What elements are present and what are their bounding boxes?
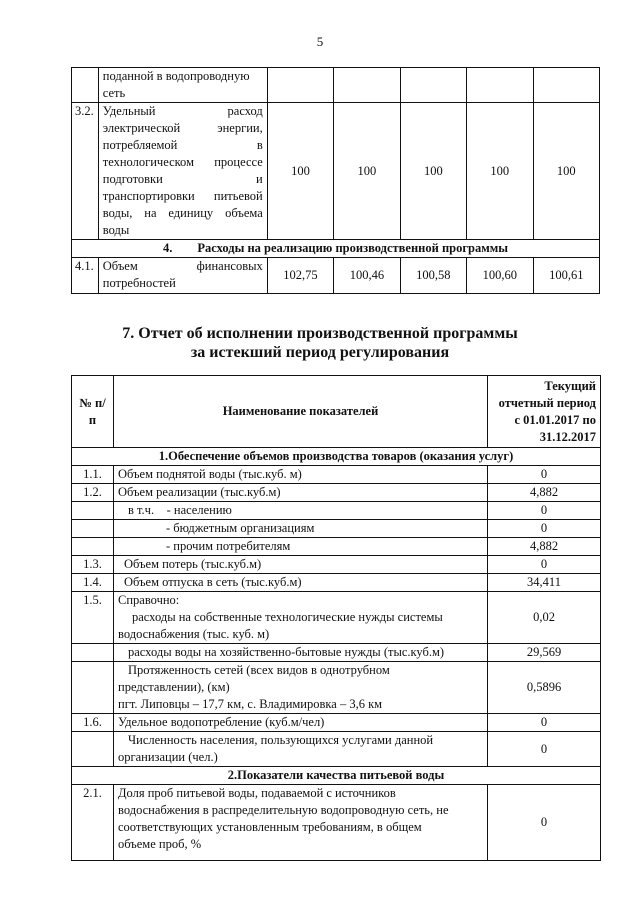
name-line: объеме проб, %: [118, 837, 202, 851]
table-row: [72, 538, 601, 556]
section-title-line: 7. Отчет об исполнении производственной программы: [122, 325, 518, 342]
name-line: воды, на единицу объема: [102, 206, 263, 220]
table-row: [72, 484, 601, 502]
row-number-cell: 3.2.: [72, 103, 99, 240]
section-row: [72, 240, 600, 258]
table-row: [72, 556, 601, 574]
row-number-cell: [72, 68, 99, 103]
name-line: соответствующих установленным требованиям, в общем: [118, 820, 422, 834]
table-row: [72, 502, 601, 520]
table-row: [72, 520, 601, 538]
row-number-cell: 4.1.: [72, 258, 99, 294]
name-line: подготовки и: [102, 172, 263, 186]
row-name-cell: [114, 592, 488, 644]
row-number-cell: [72, 502, 114, 520]
row-name-cell: [98, 258, 267, 294]
header-name: Наименование показателей: [114, 376, 488, 448]
table-row: [72, 103, 600, 240]
value-cell: 34,411: [488, 574, 601, 592]
table-row: [72, 574, 601, 592]
row-number-cell: 2.1.: [72, 785, 114, 861]
header-period-line: отчетный период: [498, 395, 596, 410]
name-line: технологическом процессе: [102, 155, 263, 169]
value-cell: 100,58: [400, 258, 466, 294]
name-line: Объем финансовых: [102, 259, 263, 273]
value-cell: 100: [467, 103, 533, 240]
row-number-cell: [72, 644, 114, 662]
value-cell: 102,75: [267, 258, 333, 294]
header-period-line: Текущий: [544, 378, 596, 393]
row-number-cell: [72, 662, 114, 714]
name-line: воды: [102, 223, 130, 237]
row-name-cell: [114, 662, 488, 714]
name-line: водоснабжения в распределительную водопроводную сеть, не: [118, 803, 449, 817]
name-line: Удельный расход: [102, 104, 263, 118]
section-heading: 2.Показатели качества питьевой воды: [72, 767, 601, 785]
name-line: водоснабжения (тыс. куб. м): [118, 627, 270, 641]
value-cell: 4,882: [488, 538, 601, 556]
value-cell: 100: [533, 103, 600, 240]
table-row: [72, 662, 601, 714]
row-number-cell: 1.3.: [72, 556, 114, 574]
value-cell: 0: [488, 714, 601, 732]
table-row: [72, 785, 601, 861]
page-number: 5: [316, 34, 324, 49]
value-cell: 0,5896: [488, 662, 601, 714]
table-row: [72, 258, 600, 294]
name-line: Доля проб питьевой воды, подаваемой с источников: [118, 786, 396, 800]
row-number-cell: 1.2.: [72, 484, 114, 502]
name-line: Численность населения, пользующихся услугами данной: [128, 733, 434, 747]
table-row: [72, 68, 600, 103]
row-name-cell: - прочим потребителям: [114, 538, 488, 556]
row-name-cell: поданной в водопроводную сеть: [98, 68, 267, 103]
row-number-cell: [72, 520, 114, 538]
name-line: пгт. Липовцы – 17,7 км, с. Владимировка – 3,6 км: [118, 697, 383, 711]
table-row: [72, 644, 601, 662]
value-cell: 100,61: [533, 258, 600, 294]
value-cell: 0: [488, 732, 601, 767]
value-cell: 100: [334, 103, 400, 240]
row-name-cell: Объем отпуска в сеть (тыс.куб.м): [114, 574, 488, 592]
row-number-cell: [72, 538, 114, 556]
name-line: потребностей: [102, 276, 176, 290]
row-name-cell: [98, 103, 267, 240]
section-row: [72, 448, 601, 466]
name-line: Протяженность сетей (всех видов в однотрубном: [128, 663, 390, 677]
header-period-line: с 01.01.2017 по: [514, 412, 596, 427]
row-name-cell: Объем потерь (тыс.куб.м): [114, 556, 488, 574]
name-line: потребляемой в: [102, 138, 263, 152]
section-row: [72, 767, 601, 785]
row-number-cell: 1.4.: [72, 574, 114, 592]
row-name-cell: Объем поднятой воды (тыс.куб. м): [114, 466, 488, 484]
row-name-cell: [114, 732, 488, 767]
row-number-cell: 1.6.: [72, 714, 114, 732]
program-indicators-table: [71, 67, 600, 294]
table-row: [72, 732, 601, 767]
row-name-cell: Удельное водопотребление (куб.м/чел): [114, 714, 488, 732]
row-name-cell: - бюджетным организациям: [114, 520, 488, 538]
value-cell: 100,60: [467, 258, 533, 294]
header-period: [488, 376, 601, 448]
value-cell: 0: [488, 520, 601, 538]
row-number-cell: 1.1.: [72, 466, 114, 484]
section-heading: 1.Обеспечение объемов производства товаров (оказания услуг): [72, 448, 601, 466]
table-row: [72, 714, 601, 732]
header-number: № п/п: [72, 376, 114, 448]
value-cell: 0: [488, 466, 601, 484]
name-line: представлении), (км): [118, 680, 230, 694]
section-title-line: за истекший период регулирования: [190, 344, 450, 361]
header-row: [72, 376, 601, 448]
value-cell: 4,882: [488, 484, 601, 502]
section-title: [0, 324, 640, 362]
section-heading: 4. Расходы на реализацию производственной программы: [72, 240, 600, 258]
name-line: организации (чел.): [118, 750, 218, 764]
value-cell: 0: [488, 556, 601, 574]
table-row: [72, 592, 601, 644]
row-number-cell: [72, 732, 114, 767]
row-name-cell: расходы воды на хозяйственно-бытовые нужды (тыс.куб.м): [114, 644, 488, 662]
name-line: расходы на собственные технологические нужды системы: [132, 610, 443, 624]
name-line: электрической энергии,: [102, 121, 263, 135]
row-name-cell: в т.ч. - населению: [114, 502, 488, 520]
value-cell: 100: [267, 103, 333, 240]
value-cell: 0: [488, 502, 601, 520]
value-cell: 29,569: [488, 644, 601, 662]
name-line: транспортировки питьевой: [102, 189, 263, 203]
name-line: Справочно:: [118, 593, 180, 607]
value-cell: 0,02: [488, 592, 601, 644]
value-cell: 100: [400, 103, 466, 240]
table-row: [72, 466, 601, 484]
report-table: [71, 375, 601, 861]
value-cell: 0: [488, 785, 601, 861]
value-cell: 100,46: [334, 258, 400, 294]
row-name-cell: Объем реализации (тыс.куб.м): [114, 484, 488, 502]
row-number-cell: 1.5.: [72, 592, 114, 644]
row-name-cell: [114, 785, 488, 861]
header-period-line: 31.12.2017: [539, 429, 596, 444]
